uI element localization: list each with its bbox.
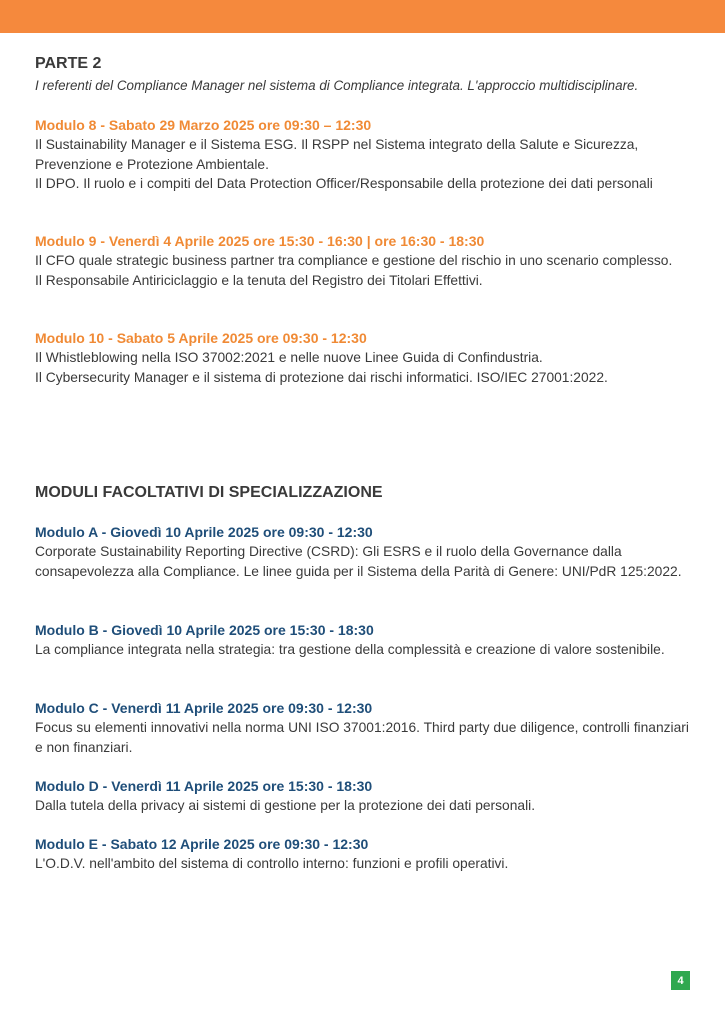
module-date: Sabato 29 Marzo 2025 ore 09:30 – 12:30	[108, 117, 372, 133]
module-description	[35, 542, 695, 581]
module-date: Sabato 5 Aprile 2025 ore 09:30 - 12:30	[116, 330, 367, 346]
optional-modules-title: MODULI FACOLTATIVI DI SPECIALIZZAZIONE	[35, 484, 383, 501]
part-subtitle: I referenti del Compliance Manager nel sistema di Compliance integrata. L'approccio multidisciplinare.	[35, 78, 639, 93]
module-line: Il Whistleblowing nella ISO 37002:2021 e nelle nuove Linee Guida di Confindustria.	[35, 350, 543, 365]
module-line: Il Sustainability Manager e il Sistema ESG. Il RSPP nel Sistema integrato della Salute e Sicurezza, Prevenzione e Protezione Ambientale.	[35, 137, 639, 172]
module-description	[35, 854, 695, 874]
module-name: Modulo D	[35, 778, 99, 794]
module-line: L'O.D.V. nell'ambito del sistema di controllo interno: funzioni e profili operativi.	[35, 856, 509, 871]
module-10	[35, 328, 695, 387]
module-date: Venerdì 4 Aprile 2025 ore 15:30 - 16:30 | ore 16:30 - 18:30	[108, 233, 485, 249]
module-date: Giovedì 10 Aprile 2025 ore 09:30 - 12:30	[110, 524, 373, 540]
module-line: Corporate Sustainability Reporting Directive (CSRD): Gli ESRS e il ruolo della Governance dalla consapevolezza alla Compliance. Le linee guida per il Sistema della Parità di Genere: UNI/PdR 125:2022.	[35, 544, 682, 579]
module-date: Venerdì 11 Aprile 2025 ore 09:30 - 12:30	[111, 700, 373, 716]
module-line: La compliance integrata nella strategia: tra gestione della complessità e creazione di valore sostenibile.	[35, 642, 665, 657]
module-heading: Modulo D - Venerdì 11 Aprile 2025 ore 15:30 - 18:30	[35, 778, 373, 794]
module-heading: Modulo A - Giovedì 10 Aprile 2025 ore 09:30 - 12:30	[35, 524, 373, 540]
module-line: Il DPO. Il ruolo e i compiti del Data Protection Officer/Responsabile della protezione dei dati personali	[35, 176, 653, 191]
module-line: Il Responsabile Antiriciclaggio e la tenuta del Registro dei Titolari Effettivi.	[35, 272, 483, 288]
module-name: Modulo 9	[35, 233, 97, 249]
module-name: Modulo C	[35, 700, 99, 716]
module-heading: Modulo 10 - Sabato 5 Aprile 2025 ore 09:30 - 12:30	[35, 330, 367, 346]
module-description	[35, 348, 695, 387]
module-date: Sabato 12 Aprile 2025 ore 09:30 - 12:30	[110, 836, 369, 852]
module-heading: Modulo C - Venerdì 11 Aprile 2025 ore 09:30 - 12:30	[35, 700, 373, 716]
module-name: Modulo B	[35, 622, 99, 638]
module-date: Venerdì 11 Aprile 2025 ore 15:30 - 18:30	[111, 778, 373, 794]
header-bar	[0, 0, 725, 33]
module-9	[35, 231, 695, 290]
page-number: 4	[671, 971, 690, 990]
module-heading: Modulo B - Giovedì 10 Aprile 2025 ore 15:30 - 18:30	[35, 622, 374, 638]
module-name: Modulo 10	[35, 330, 105, 346]
module-8	[35, 115, 695, 194]
module-description	[35, 135, 695, 194]
module-line: Dalla tutela della privacy ai sistemi di gestione per la protezione dei dati personali.	[35, 798, 536, 813]
module-description	[35, 251, 695, 290]
module-line: Focus su elementi innovativi nella norma UNI ISO 37001:2016. Third party due diligence, controlli finanziari e non finanziari.	[35, 720, 689, 755]
module-d	[35, 776, 695, 816]
module-name: Modulo 8	[35, 117, 97, 133]
module-a	[35, 522, 695, 581]
module-b	[35, 620, 695, 660]
module-description	[35, 640, 695, 660]
module-heading: Modulo 8 - Sabato 29 Marzo 2025 ore 09:30 – 12:30	[35, 117, 372, 133]
module-name: Modulo A	[35, 524, 98, 540]
module-c	[35, 698, 695, 757]
module-e	[35, 834, 695, 874]
module-line: Il CFO quale strategic business partner tra compliance e gestione del rischio in uno scenario complesso.	[35, 253, 673, 268]
module-line: Il Cybersecurity Manager e il sistema di protezione dai rischi informatici. ISO/IEC 27001:2022.	[35, 369, 608, 385]
part-title: PARTE 2	[35, 55, 102, 72]
module-name: Modulo E	[35, 836, 98, 852]
module-description	[35, 718, 695, 757]
module-date: Giovedì 10 Aprile 2025 ore 15:30 - 18:30	[111, 622, 374, 638]
module-description	[35, 796, 695, 816]
module-heading: Modulo E - Sabato 12 Aprile 2025 ore 09:30 - 12:30	[35, 836, 369, 852]
module-heading: Modulo 9 - Venerdì 4 Aprile 2025 ore 15:30 - 16:30 | ore 16:30 - 18:30	[35, 233, 485, 249]
